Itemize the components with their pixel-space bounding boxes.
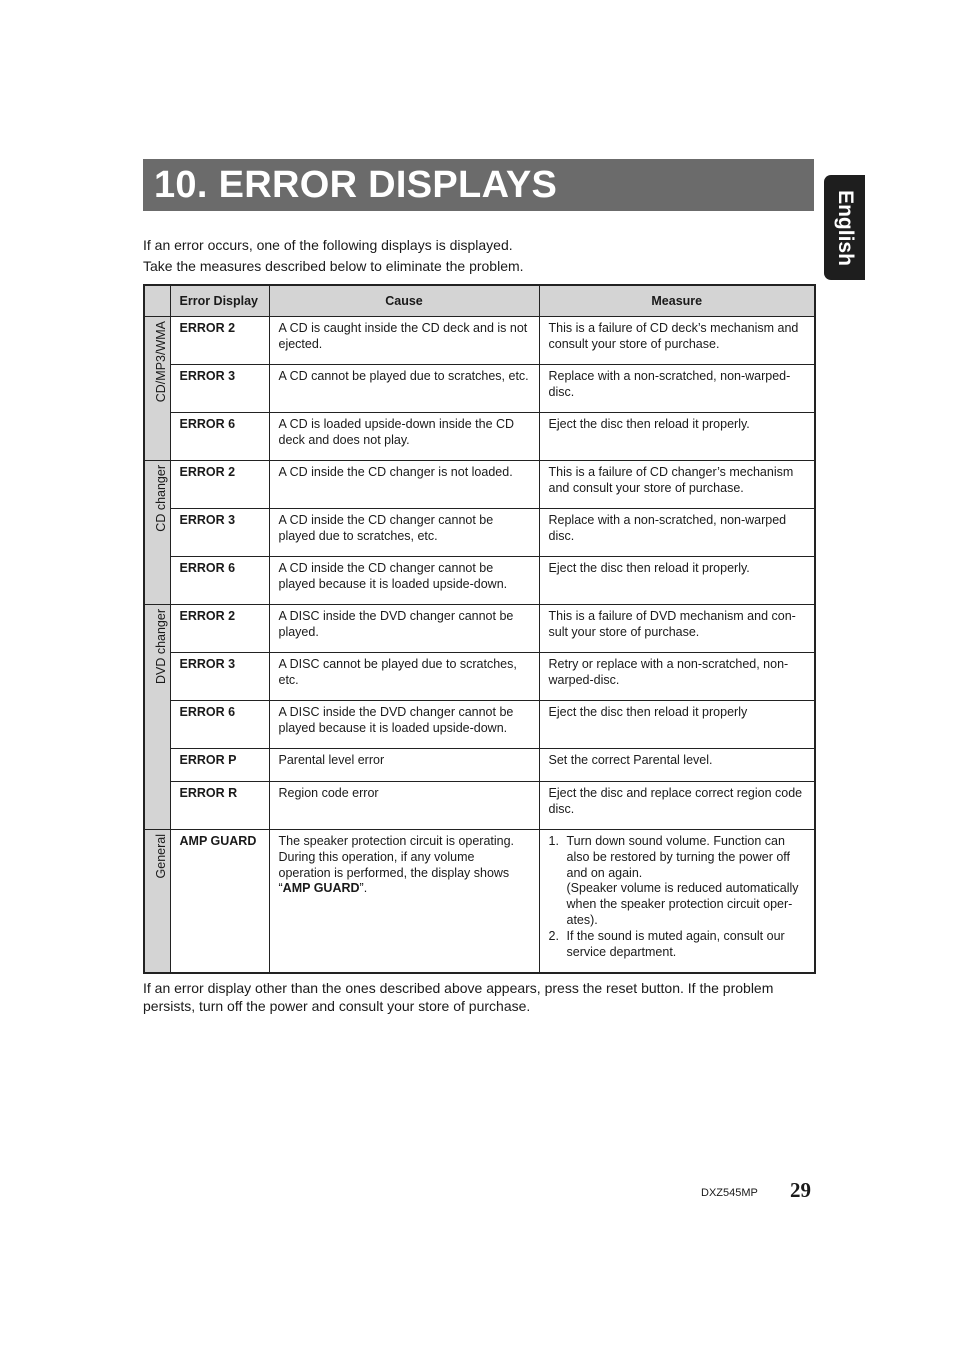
error-code: ERROR 3 xyxy=(170,653,269,701)
table-row xyxy=(144,317,815,365)
intro-text xyxy=(143,235,524,277)
language-tab-label: English xyxy=(833,189,857,266)
table-row xyxy=(144,749,815,782)
group-label-general xyxy=(144,830,170,974)
cause-text-end: ”. xyxy=(359,881,368,896)
group-label-text: CD changer xyxy=(154,465,168,532)
table-row xyxy=(144,830,815,974)
cause-cell: A CD is caught inside the CD deck and is not ejected. xyxy=(269,317,539,365)
error-code: AMP GUARD xyxy=(170,830,269,974)
page-title: 10. ERROR DISPLAYS xyxy=(154,164,558,206)
measure-step xyxy=(549,834,806,929)
table-header-row xyxy=(144,285,815,317)
group-label-cd-mp3-wma xyxy=(144,317,170,461)
model-number: DXZ545MP xyxy=(701,1187,758,1199)
cause-text: The speaker protection circuit is operating. During this operation, if any volume operation is performed, the display shows “ xyxy=(278,834,515,896)
table-row xyxy=(144,605,815,653)
title-bar xyxy=(143,159,814,211)
error-table xyxy=(143,284,816,974)
table-row xyxy=(144,461,815,509)
language-tab xyxy=(824,175,865,280)
measure-cell: This is a failure of CD deck’s mechanism and consult your store of purchase. xyxy=(539,317,815,365)
table-row xyxy=(144,782,815,830)
cause-cell: A DISC inside the DVD changer cannot be played. xyxy=(269,605,539,653)
measure-cell: This is a failure of CD changer’s mechanism and consult your store of purchase. xyxy=(539,461,815,509)
outro-text xyxy=(143,979,818,1015)
group-label-text: CD/MP3/WMA xyxy=(154,321,168,403)
cause-cell: A DISC inside the DVD changer cannot be played because it is loaded upside-down. xyxy=(269,701,539,749)
group-label-text: General xyxy=(154,834,168,879)
error-code: ERROR 2 xyxy=(170,317,269,365)
measure-steps xyxy=(549,834,806,960)
error-code: ERROR 3 xyxy=(170,365,269,413)
table-row xyxy=(144,365,815,413)
table-row xyxy=(144,653,815,701)
step-text: If the sound is muted again, consult our service department. xyxy=(566,928,785,959)
cause-cell: A CD is loaded upside-down inside the CD deck and does not play. xyxy=(269,413,539,461)
error-code: ERROR 2 xyxy=(170,605,269,653)
cause-cell: A DISC cannot be played due to scratches, etc. xyxy=(269,653,539,701)
cause-cell: A CD inside the CD changer is not loaded. xyxy=(269,461,539,509)
intro-line-2: Take the measures described below to eliminate the problem. xyxy=(143,258,524,274)
table-row xyxy=(144,509,815,557)
cause-cell: Parental level error xyxy=(269,749,539,782)
error-code: ERROR P xyxy=(170,749,269,782)
cause-display-name: AMP GUARD xyxy=(282,881,360,896)
error-code: ERROR 2 xyxy=(170,461,269,509)
header-group xyxy=(144,285,170,317)
group-label-cd-changer xyxy=(144,461,170,605)
cause-cell: A CD inside the CD changer cannot be played because it is loaded upside-down. xyxy=(269,557,539,605)
measure-step xyxy=(549,929,806,961)
step-note: (Speaker volume is reduced automatically when the speaker protection circuit oper-ates). xyxy=(566,881,799,927)
error-code: ERROR 6 xyxy=(170,701,269,749)
error-code: ERROR R xyxy=(170,782,269,830)
intro-line-1: If an error occurs, one of the following displays is displayed. xyxy=(143,237,513,253)
table-row xyxy=(144,413,815,461)
header-error-display: Error Display xyxy=(170,285,269,317)
measure-cell: This is a failure of DVD mechanism and con-sult your store of purchase. xyxy=(539,605,815,653)
error-code: ERROR 6 xyxy=(170,557,269,605)
table-row xyxy=(144,701,815,749)
cause-cell: A CD inside the CD changer cannot be played due to scratches, etc. xyxy=(269,509,539,557)
table-row xyxy=(144,557,815,605)
error-code: ERROR 6 xyxy=(170,413,269,461)
measure-cell: Eject the disc then reload it properly. xyxy=(539,557,815,605)
page-number: 29 xyxy=(790,1178,811,1202)
cause-cell: A CD cannot be played due to scratches, etc. xyxy=(269,365,539,413)
measure-cell: Retry or replace with a non-scratched, non-warped-disc. xyxy=(539,653,815,701)
measure-cell: Replace with a non-scratched, non-warped-disc. xyxy=(539,365,815,413)
measure-cell: Eject the disc then reload it properly. xyxy=(539,413,815,461)
measure-cell: Replace with a non-scratched, non-warped disc. xyxy=(539,509,815,557)
measure-cell: Set the correct Parental level. xyxy=(539,749,815,782)
error-code: ERROR 3 xyxy=(170,509,269,557)
step-number: 1. xyxy=(548,834,559,848)
header-measure: Measure xyxy=(539,285,815,317)
measure-cell xyxy=(539,830,815,974)
step-number: 2. xyxy=(548,928,559,943)
cause-cell xyxy=(269,830,539,974)
group-label-dvd-changer xyxy=(144,605,170,830)
group-label-text: DVD changer xyxy=(154,609,168,685)
cause-cell: Region code error xyxy=(269,782,539,830)
header-cause: Cause xyxy=(269,285,539,317)
outro-paragraph: If an error display other than the ones described above appears, press the reset button. If the problem persists, turn off the power and consult your store of purchase. xyxy=(143,980,774,1014)
measure-cell: Eject the disc and replace correct region code disc. xyxy=(539,782,815,830)
measure-cell: Eject the disc then reload it properly xyxy=(539,701,815,749)
step-text: Turn down sound volume. Function can also be restored by turning the power off and on again. xyxy=(566,834,791,880)
